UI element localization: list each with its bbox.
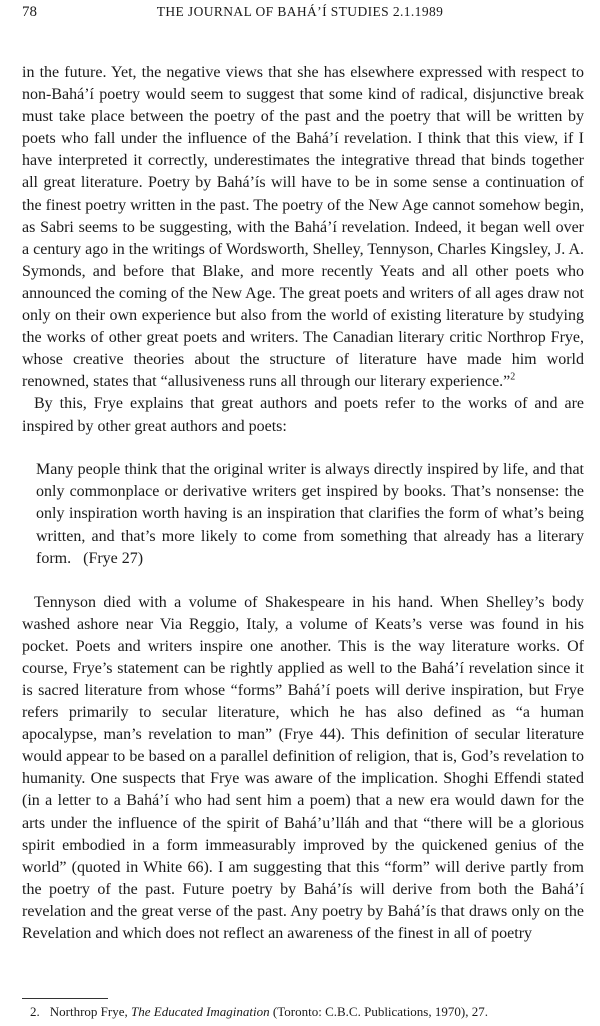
page-number: 78 bbox=[22, 4, 37, 20]
footnote bbox=[22, 1004, 592, 1020]
footnote-divider bbox=[22, 998, 108, 999]
body-paragraph: Tennyson died with a volume of Shakespeare in his hand. When Shelley’s body washed ashore near Via Reggio, Italy, a volume of Keats’s verse was found in his pocket. Poets and writers inspire one another. This is the way literature works. Of course, Frye’s statement can be rightly applied as well to the Bahá’í revelation since it is sacred literature from whose “forms” Bahá’í poets will derive inspiration, but Frye refers primarily to secular literature, which he has also defined as “a human apocalypse, man’s revelation to man” (Frye 44). This definition of secular literature would appear to be based on a parallel definition of religion, that is, God’s revelation to humanity. One suspects that Frye was aware of the implication. Shoghi Effendi stated (in a letter to a Bahá’í who had sent him a poem) that a new era would dawn for the arts under the influence of the spirit of Bahá’u’lláh and that “there will be a glorious spirit embodied in a form immeasurably improved by the quickened genius of the world” (quoted in White 66). I am suggesting that this “form” will derive partly from the poetry of the past. Future poetry by Bahá’ís will derive from both the Bahá’í revelation and the great verse of the past. Any poetry by Bahá’ís that draws only on the Revelation and which does not reflect an awareness of the finest in all of poetry bbox=[22, 593, 584, 943]
footnote-publication: (Toronto: C.B.C. Publications, 1970), 27. bbox=[272, 1004, 488, 1019]
page-header bbox=[0, 4, 600, 24]
footnote-book-title: The Educated Imagination bbox=[131, 1004, 270, 1019]
block-quote-text: Many people think that the original writer is always directly inspired by life, and that only commonplace or derivative writers get inspired by books. That’s nonsense: the only inspiration worth having is an inspiration that clarifies the form of what’s being written, and that’s more likely to come from something that already has a literary form. bbox=[36, 460, 584, 568]
body-paragraph bbox=[22, 62, 584, 393]
paragraph-text: in the future. Yet, the negative views that she has elsewhere expressed with respect to non-Bahá’í poetry would seem to suggest that some kind of radical, disjunctive break must take place between the poetry of the past and the poetry that will be written by poets who fall under the influence of the Bahá’í revelation. I think that this view, if I have interpreted it correctly, underestimates the integrative thread that binds together all great literature. Poetry by Bahá’ís will have to be in some sense a continuation of the finest poetry written in the past. The poetry of the New Age cannot somehow begin, as Sabri seems to be suggesting, with the Bahá’í revelation. Indeed, it began well over a century ago in the writings of Wordsworth, Shelley, Tennyson, Charles Kingsley, J. A. Symonds, and before that Blake, and more recently Yeats and all other poets who announced the coming of the New Age. The great poets and writers of all ages draw not only on their own experience but also from the world of existing literature by studying the works of other great poets and writers. The Canadian literary critic Northrop Frye, whose creative theories about the structure of literature have made him world renowned, states that “allusiveness runs all through our literary experience.” bbox=[22, 64, 584, 391]
body-paragraph: By this, Frye explains that great authors and poets refer to the works of and are inspired by other great authors and poets: bbox=[22, 395, 584, 435]
footnote-number: 2. bbox=[30, 1004, 40, 1019]
footnote-reference: 2 bbox=[510, 371, 516, 383]
block-quote bbox=[36, 459, 584, 571]
block-quote-citation: (Frye 27) bbox=[83, 550, 144, 568]
footnote-author: Northrop Frye, bbox=[49, 1004, 128, 1019]
article-body bbox=[22, 62, 584, 945]
running-head: THE JOURNAL OF BAHÁ’Í STUDIES 2.1.1989 bbox=[156, 4, 444, 19]
